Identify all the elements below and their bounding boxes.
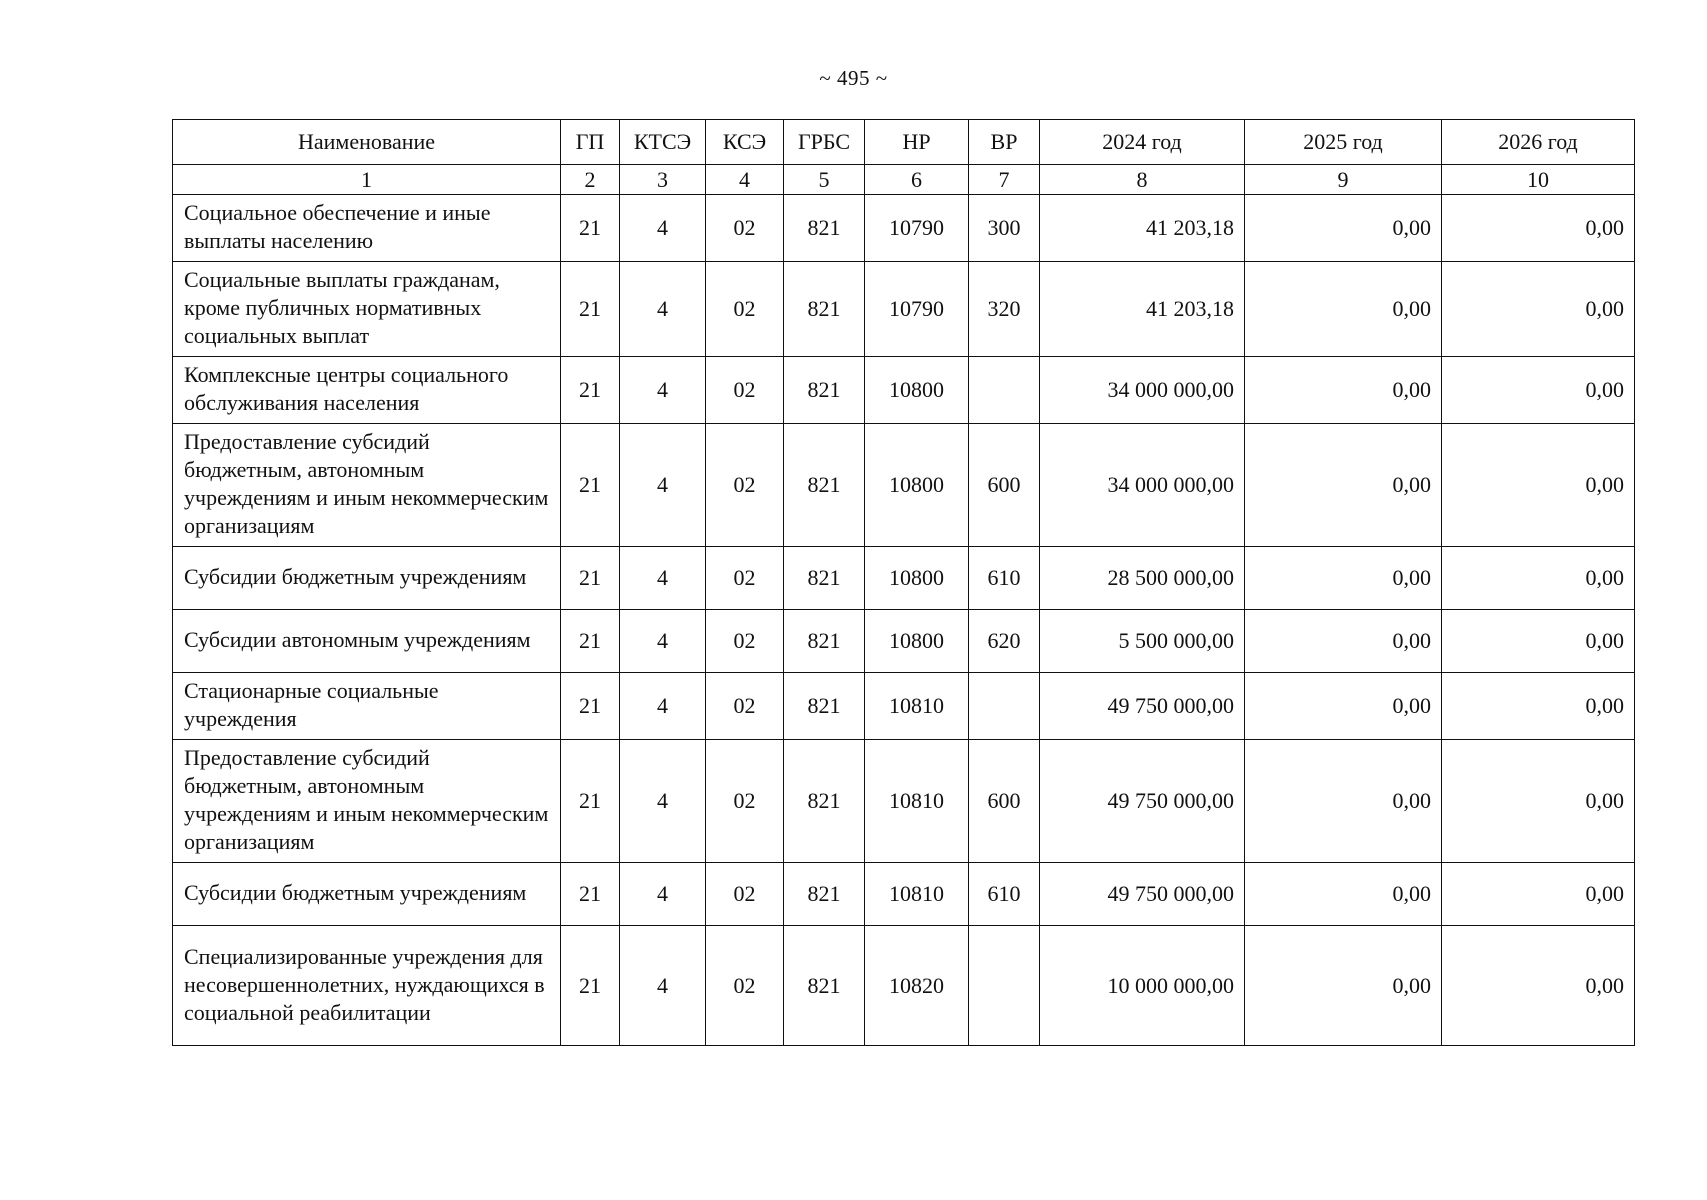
- cell-grbs: 821: [784, 926, 865, 1046]
- cell-name: Специализированные учреждения для несовершеннолетних, нуждающихся в социальной реабилитации: [173, 926, 561, 1046]
- page-number: ~ 495 ~: [819, 66, 888, 90]
- cell-amount-2026: 0,00: [1442, 740, 1635, 863]
- cell-kse: 02: [706, 357, 784, 424]
- cell-name: Социальное обеспечение и иные выплаты населению: [173, 195, 561, 262]
- cell-ktse: 4: [620, 357, 706, 424]
- table-row: [173, 262, 1635, 357]
- cell-grbs: 821: [784, 673, 865, 740]
- cell-amount-2025: 0,00: [1245, 424, 1442, 547]
- header-vr: ВР: [969, 120, 1040, 165]
- cell-kse: 02: [706, 424, 784, 547]
- cell-kse: 02: [706, 673, 784, 740]
- cell-amount-2024: 10 000 000,00: [1040, 926, 1245, 1046]
- cell-name: Предоставление субсидий бюджетным, автономным учреждениям и иным некоммерческим организациям: [173, 424, 561, 547]
- header-2025: 2025 год: [1245, 120, 1442, 165]
- cell-name: Социальные выплаты гражданам, кроме публичных нормативных социальных выплат: [173, 262, 561, 357]
- cell-nr: 10820: [865, 926, 969, 1046]
- header-name: Наименование: [173, 120, 561, 165]
- header-kse: КСЭ: [706, 120, 784, 165]
- cell-amount-2025: 0,00: [1245, 262, 1442, 357]
- cell-amount-2026: 0,00: [1442, 424, 1635, 547]
- cell-kse: 02: [706, 863, 784, 926]
- column-number-row: [173, 165, 1635, 195]
- cell-ktse: 4: [620, 740, 706, 863]
- cell-vr: [969, 357, 1040, 424]
- cell-amount-2024: 49 750 000,00: [1040, 673, 1245, 740]
- cell-vr: 610: [969, 547, 1040, 610]
- cell-kse: 02: [706, 740, 784, 863]
- column-number: 3: [620, 165, 706, 195]
- table-row: [173, 673, 1635, 740]
- column-number: 8: [1040, 165, 1245, 195]
- cell-amount-2025: 0,00: [1245, 673, 1442, 740]
- header-ktse: КТСЭ: [620, 120, 706, 165]
- table-row: [173, 357, 1635, 424]
- cell-gp: 21: [561, 547, 620, 610]
- cell-kse: 02: [706, 262, 784, 357]
- cell-name: Комплексные центры социального обслуживания населения: [173, 357, 561, 424]
- cell-amount-2024: 5 500 000,00: [1040, 610, 1245, 673]
- column-number: 6: [865, 165, 969, 195]
- cell-nr: 10800: [865, 610, 969, 673]
- header-nr: НР: [865, 120, 969, 165]
- cell-gp: 21: [561, 195, 620, 262]
- cell-amount-2024: 28 500 000,00: [1040, 547, 1245, 610]
- header-grbs: ГРБС: [784, 120, 865, 165]
- table-row: [173, 547, 1635, 610]
- cell-amount-2026: 0,00: [1442, 195, 1635, 262]
- table-row: [173, 195, 1635, 262]
- cell-amount-2025: 0,00: [1245, 926, 1442, 1046]
- cell-vr: [969, 926, 1040, 1046]
- cell-amount-2024: 49 750 000,00: [1040, 863, 1245, 926]
- cell-kse: 02: [706, 195, 784, 262]
- cell-nr: 10810: [865, 740, 969, 863]
- cell-ktse: 4: [620, 673, 706, 740]
- cell-gp: 21: [561, 357, 620, 424]
- cell-name: Субсидии бюджетным учреждениям: [173, 547, 561, 610]
- cell-grbs: 821: [784, 357, 865, 424]
- column-number: 1: [173, 165, 561, 195]
- cell-name: Предоставление субсидий бюджетным, автономным учреждениям и иным некоммерческим организациям: [173, 740, 561, 863]
- cell-amount-2026: 0,00: [1442, 863, 1635, 926]
- table-row: [173, 926, 1635, 1046]
- cell-grbs: 821: [784, 424, 865, 547]
- cell-amount-2026: 0,00: [1442, 262, 1635, 357]
- cell-ktse: 4: [620, 195, 706, 262]
- cell-gp: 21: [561, 424, 620, 547]
- cell-vr: 320: [969, 262, 1040, 357]
- table-row: [173, 424, 1635, 547]
- table-row: [173, 610, 1635, 673]
- column-number: 7: [969, 165, 1040, 195]
- column-number: 10: [1442, 165, 1635, 195]
- cell-nr: 10790: [865, 262, 969, 357]
- header-gp: ГП: [561, 120, 620, 165]
- header-2024: 2024 год: [1040, 120, 1245, 165]
- cell-amount-2025: 0,00: [1245, 195, 1442, 262]
- cell-grbs: 821: [784, 262, 865, 357]
- cell-grbs: 821: [784, 740, 865, 863]
- cell-gp: 21: [561, 863, 620, 926]
- table-row: [173, 740, 1635, 863]
- cell-gp: 21: [561, 262, 620, 357]
- cell-ktse: 4: [620, 424, 706, 547]
- cell-name: Субсидии автономным учреждениям: [173, 610, 561, 673]
- cell-gp: 21: [561, 673, 620, 740]
- cell-amount-2024: 34 000 000,00: [1040, 357, 1245, 424]
- cell-ktse: 4: [620, 863, 706, 926]
- cell-grbs: 821: [784, 547, 865, 610]
- header-row: [173, 120, 1635, 165]
- cell-kse: 02: [706, 926, 784, 1046]
- cell-ktse: 4: [620, 262, 706, 357]
- cell-amount-2026: 0,00: [1442, 357, 1635, 424]
- cell-amount-2025: 0,00: [1245, 863, 1442, 926]
- header-2026: 2026 год: [1442, 120, 1635, 165]
- cell-kse: 02: [706, 610, 784, 673]
- cell-amount-2026: 0,00: [1442, 926, 1635, 1046]
- cell-grbs: 821: [784, 195, 865, 262]
- cell-nr: 10790: [865, 195, 969, 262]
- cell-amount-2026: 0,00: [1442, 673, 1635, 740]
- cell-vr: 620: [969, 610, 1040, 673]
- cell-grbs: 821: [784, 863, 865, 926]
- cell-amount-2025: 0,00: [1245, 547, 1442, 610]
- cell-nr: 10800: [865, 357, 969, 424]
- cell-vr: [969, 673, 1040, 740]
- cell-kse: 02: [706, 547, 784, 610]
- cell-ktse: 4: [620, 610, 706, 673]
- cell-name: Стационарные социальные учреждения: [173, 673, 561, 740]
- column-number: 5: [784, 165, 865, 195]
- cell-gp: 21: [561, 740, 620, 863]
- cell-nr: 10800: [865, 547, 969, 610]
- cell-amount-2025: 0,00: [1245, 740, 1442, 863]
- cell-ktse: 4: [620, 547, 706, 610]
- cell-amount-2024: 34 000 000,00: [1040, 424, 1245, 547]
- cell-vr: 300: [969, 195, 1040, 262]
- cell-gp: 21: [561, 610, 620, 673]
- cell-amount-2026: 0,00: [1442, 610, 1635, 673]
- cell-gp: 21: [561, 926, 620, 1046]
- cell-amount-2024: 41 203,18: [1040, 262, 1245, 357]
- cell-amount-2025: 0,00: [1245, 610, 1442, 673]
- cell-amount-2025: 0,00: [1245, 357, 1442, 424]
- cell-nr: 10810: [865, 863, 969, 926]
- cell-grbs: 821: [784, 610, 865, 673]
- cell-vr: 600: [969, 424, 1040, 547]
- cell-amount-2024: 49 750 000,00: [1040, 740, 1245, 863]
- budget-table: [172, 119, 1635, 1046]
- table-row: [173, 863, 1635, 926]
- cell-amount-2024: 41 203,18: [1040, 195, 1245, 262]
- cell-name: Субсидии бюджетным учреждениям: [173, 863, 561, 926]
- cell-ktse: 4: [620, 926, 706, 1046]
- cell-vr: 600: [969, 740, 1040, 863]
- cell-nr: 10800: [865, 424, 969, 547]
- column-number: 4: [706, 165, 784, 195]
- cell-vr: 610: [969, 863, 1040, 926]
- column-number: 9: [1245, 165, 1442, 195]
- cell-amount-2026: 0,00: [1442, 547, 1635, 610]
- cell-nr: 10810: [865, 673, 969, 740]
- column-number: 2: [561, 165, 620, 195]
